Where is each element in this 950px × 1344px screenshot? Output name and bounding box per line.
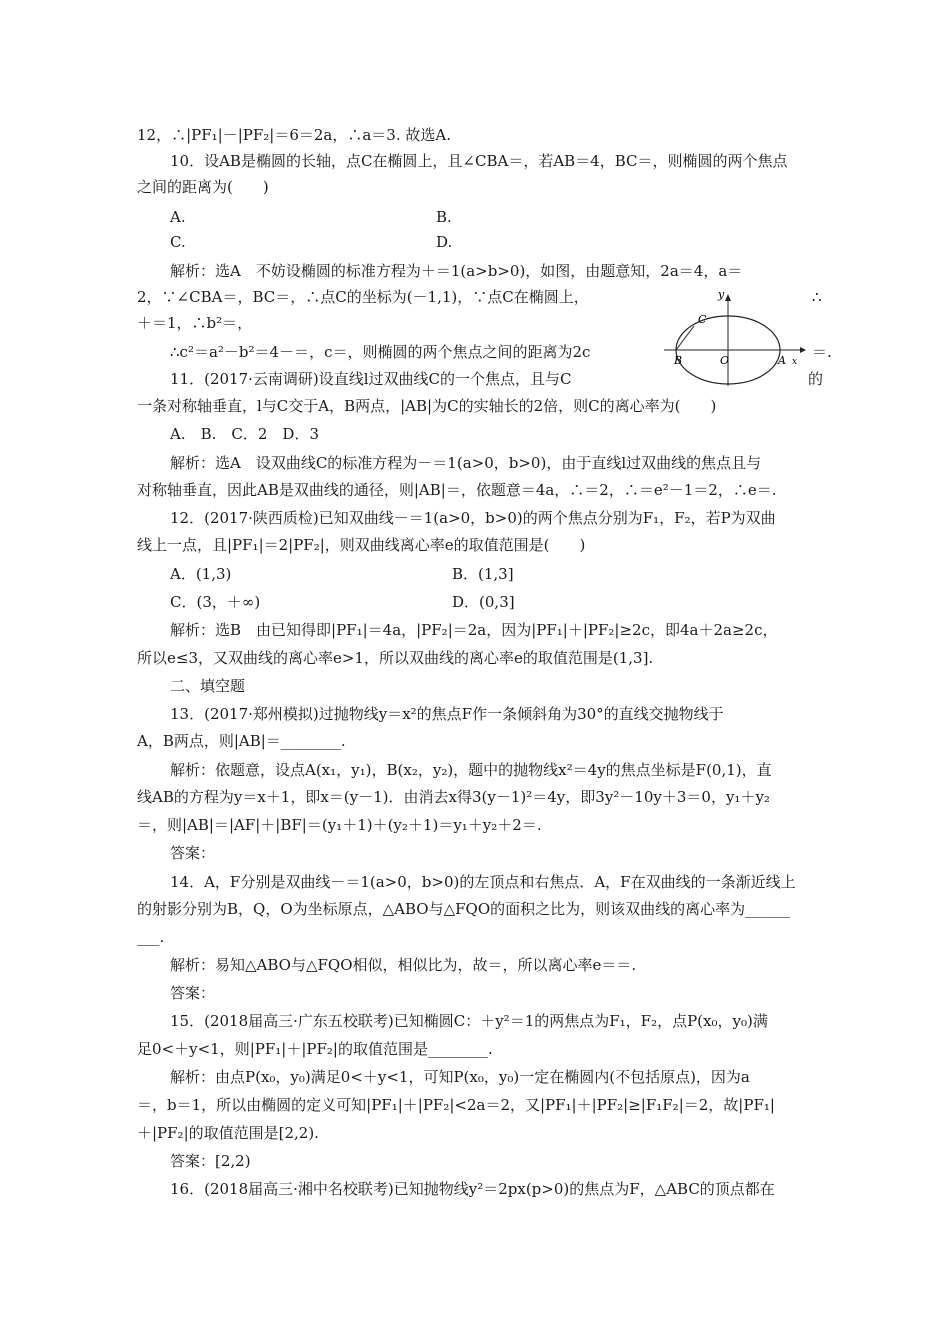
label-c: C (698, 313, 707, 326)
option-d: D. (436, 233, 453, 251)
label-a: A (778, 354, 786, 367)
text-line: ＝，则|AB|＝|AF|＋|BF|＝(y₁＋1)＋(y₂＋1)＝y₁＋y₂＋2＝. (137, 816, 542, 834)
option-b: B. (436, 208, 452, 226)
text-line: 对称轴垂直，因此AB是双曲线的通径，则|AB|＝，依题意＝4a，∴＝2，∴＝e²－1＝2，∴e＝. (137, 481, 777, 499)
question-16-stem: 16．(2018届高三·湘中名校联考)已知抛物线y²＝2px(p>0)的焦点为F，△ABC的顶点都在 (170, 1180, 775, 1198)
y-axis-arrow (725, 294, 731, 301)
solution-15: 解析：由点P(x₀，y₀)满足0<＋y<1，可知P(x₀，y₀)一定在椭圆内(不包括原点)，因为a (170, 1068, 750, 1086)
text-line: ＝. (812, 343, 832, 361)
solution-12: 解析：选B 由已知得即|PF₁|＝4a，|PF₂|＝2a，因为|PF₁|＋|PF₂|≥2c，即4a＋2a≥2c， (170, 621, 778, 639)
ellipse-figure (660, 288, 810, 388)
text-line: 线AB的方程为y＝x＋1，即x＝(y－1)．由消去x得3(y－1)²＝4y，即3y²－10y＋3＝0，y₁＋y₂ (137, 788, 770, 806)
text-line: ＋|PF₂|的取值范围是[2,2). (137, 1124, 319, 1142)
text-line: 的 (808, 370, 824, 388)
label-y: y (718, 288, 725, 301)
text-line: ___. (137, 928, 165, 946)
option-a: A．(1,3) (170, 565, 232, 583)
question-10-stem: 10．设AB是椭圆的长轴，点C在椭圆上，且∠CBA＝，若AB＝4，BC＝，则椭圆的两个焦点 (170, 152, 788, 170)
solution-11: 解析：选A 设双曲线C的标准方程为－＝1(a>0，b>0)，由于直线l过双曲线的焦点且与 (170, 454, 762, 472)
question-15-stem: 15．(2018届高三·广东五校联考)已知椭圆C：＋y²＝1的两焦点为F₁，F₂，点P(x₀，y₀)满 (170, 1012, 768, 1030)
text-line: 足0<＋y<1，则|PF₁|＋|PF₂|的取值范围是________. (137, 1040, 493, 1058)
text-line: ＋＝1，∴b²＝， (137, 314, 253, 332)
text-line: A，B两点，则|AB|＝________. (137, 732, 346, 750)
solution-13: 解析：依题意，设点A(x₁，y₁)，B(x₂，y₂)，题中的抛物线x²＝4y的焦点坐标是F(0,1)，直 (170, 761, 772, 779)
options-q11: A. B. C．2 D．3 (170, 425, 319, 443)
question-12-stem: 12．(2017·陕西质检)已知双曲线－＝1(a>0，b>0)的两个焦点分别为F₁，F₂，若P为双曲 (170, 509, 776, 527)
text-line: 所以e≤3，又双曲线的离心率e>1，所以双曲线的离心率e的取值范围是(1,3]. (137, 649, 654, 667)
question-11-stem: 11．(2017·云南调研)设直线l过双曲线C的一个焦点，且与C (170, 370, 572, 388)
solution-10: 解析：选A 不妨设椭圆的标准方程为＋＝1(a>b>0)，如图，由题意知，2a＝4，a＝ (170, 262, 743, 280)
text-line: 2，∵∠CBA＝，BC＝，∴点C的坐标为(－1,1)，∵点C在椭圆上， (137, 288, 589, 306)
option-c: C．(3，＋∞) (170, 593, 261, 611)
solution-14: 解析：易知△ABO与△FQO相似，相似比为，故＝，所以离心率e＝＝. (170, 956, 637, 974)
text-line: ＝，b＝1，所以由椭圆的定义可知|PF₁|＋|PF₂|<2a＝2，又|PF₁|＋|PF₂|≥|F₁F₂|＝2，故|PF₁| (137, 1096, 775, 1114)
section-heading: 二、填空题 (170, 677, 246, 695)
text-line: 的射影分别为B，Q，O为坐标原点，△ABO与△FQO的面积之比为，则该双曲线的离心率为______ (137, 900, 791, 918)
question-14-stem: 14．A，F分别是双曲线－＝1(a>0，b>0)的左顶点和右焦点．A，F在双曲线的一条渐近线上 (170, 873, 796, 891)
x-axis-arrow (800, 347, 806, 353)
text-line: 一条对称轴垂直，l与C交于A，B两点，|AB|为C的实轴长的2倍，则C的离心率为( ) (137, 397, 717, 415)
text-line: 线上一点，且|PF₁|＝2|PF₂|，则双曲线离心率e的取值范围是( ) (137, 536, 586, 554)
label-o: O (720, 354, 730, 367)
text-line: 12，∴|PF₁|－|PF₂|＝6＝2a，∴a＝3. 故选A. (137, 126, 451, 144)
answer-15: 答案：[2,2) (170, 1152, 251, 1170)
option-b: B．(1,3] (452, 565, 514, 583)
question-13-stem: 13．(2017·郑州模拟)过抛物线y＝x²的焦点F作一条倾斜角为30°的直线交抛物线于 (170, 705, 724, 723)
answer-14: 答案： (170, 984, 216, 1002)
label-x: x (792, 357, 798, 367)
option-c: C. (170, 233, 186, 251)
label-b: B (674, 354, 683, 367)
text-line: ∴ (812, 288, 822, 306)
option-a: A. (170, 208, 186, 226)
option-d: D．(0,3] (452, 593, 515, 611)
text-line: 之间的距离为( ) (137, 178, 269, 196)
answer-13: 答案： (170, 844, 216, 862)
text-line: ∴c²＝a²－b²＝4－＝，c＝，则椭圆的两个焦点之间的距离为2c (170, 343, 591, 361)
